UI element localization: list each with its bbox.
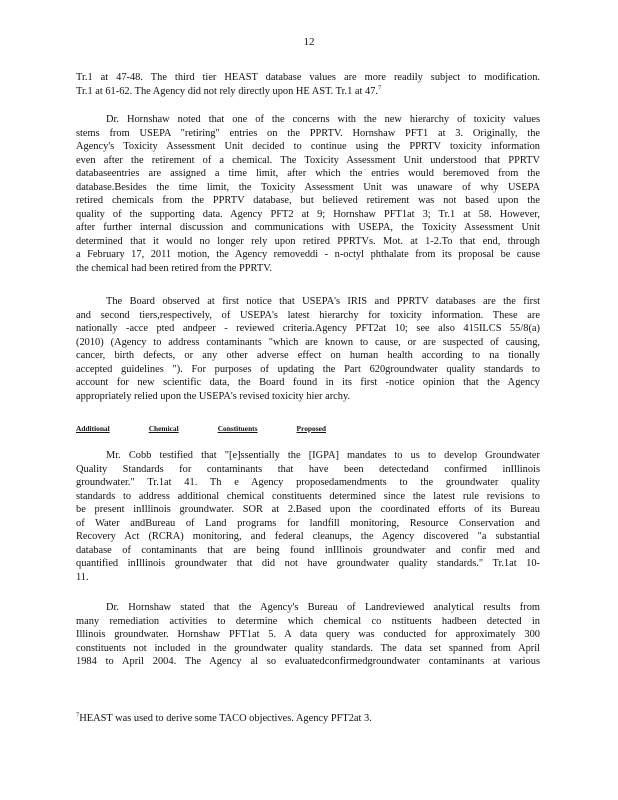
text-line: a February 17, 2011 motion, the Agency removeddi - n-octyl phthalate from its proposal be cause — [76, 249, 540, 260]
text-line: constituents not included in the groundwater quality standards. The data set spanned from April — [76, 642, 540, 654]
text-line: Mr. Cobb testified that "[e]ssentially the [IGPA] mandates to us to develop Groundwater — [106, 450, 540, 461]
text-line: The Board observed at first notice that USEPA's IRIS and PPRTV databases are the first — [106, 296, 540, 307]
paragraph-continuation — [76, 71, 540, 98]
text-line: and second tiers,respectively, of USEPA's latest hierarchy for toxicity information. These are — [76, 309, 540, 321]
text-line: Dr. Hornshaw noted that one of the concerns with the new hierarchy of toxicity values — [106, 114, 540, 125]
text-line: Quality Standards for contaminants that have been detectedand confirmed inIllinois — [76, 463, 540, 475]
text-line: database.Besides the time limit, the Toxicity Assessment Unit was unaware of why USEPA — [76, 181, 540, 193]
text-line: appropriately relied upon the USEPA's revised toxicity hier archy. — [76, 390, 351, 402]
text-line: cancer, birth defects, or any other adverse effect on human health according to na tionally — [76, 350, 540, 361]
text-line: Agency's Toxicity Assessment Unit decided to continue using the PPRTV toxicity information — [76, 141, 540, 152]
heading-word: Additional — [76, 424, 110, 433]
footnote-text: HEAST was used to derive some TACO objectives. Agency PFT2at 3. — [79, 713, 372, 724]
text-line: retired chemicals from the PPRTV database, but believed retirement was not based upon the — [76, 195, 540, 206]
text-line: Recovery Act (RCRA) monitoring, and federal cleanups, the Agency discovered "a substantial — [76, 531, 540, 542]
text-line: many remediation activities to determine which chemical co nstituents hadbeen detected in — [76, 615, 540, 627]
text-line — [76, 85, 540, 99]
text-line: Dr. Hornshaw stated that the Agency's Bureau of Landreviewed analytical results from — [106, 602, 540, 613]
text-line: database of contaminants that are being found inIllinois groundwater and confir med and — [76, 544, 540, 556]
text-line: determined that it would no longer rely upon retired PPRTVs. Mot. at 1-2.To that end, through — [76, 235, 540, 247]
page-number: 12 — [303, 36, 315, 48]
paragraph-hornshaw-pprtv — [76, 113, 540, 275]
text-line: stems from USEPA "retiring" entries on the PPRTV. Hornshaw PFT1 at 3. Originally, the — [76, 127, 540, 139]
text-line: Tr.1 at 47-48. The third tier HEAST database values are more readily subject to modification. — [76, 72, 540, 83]
heading-word: Constituents — [217, 424, 258, 433]
footnote-ref: 7 — [378, 84, 382, 92]
text-line: nationally -acce pted andpeer - reviewed criteria.Agency PFT2at 10; see also 415ILCS 55/8(a) — [76, 323, 540, 334]
text-line: accepted guidelines "). For purposes of updating the Part 620groundwater quality standards to — [76, 363, 540, 375]
text-line: be present inIllinois groundwater. SOR at 2.Based upon the coordinated efforts of its Bureau — [76, 504, 540, 515]
paragraph-cobb-testified — [76, 449, 540, 584]
text-line: Illinois groundwater. Hornshaw PFT1at 5. A data query was conducted for approximately 300 — [76, 629, 540, 640]
footnote — [76, 712, 396, 726]
text-line: groundwater." Tr.1at 41. Th e Agency proposedamendments to the groundwater quality — [76, 477, 540, 488]
text-line: databaseentries are assigned a time limit, after which the entries would beremoved from the — [76, 168, 540, 179]
text-line: 11. — [76, 571, 89, 583]
text-line: even after the retirement of a chemical. The Toxicity Assessment Unit understood that PPRTV — [76, 154, 540, 166]
text-line-content: Tr.1 at 61-62. The Agency did not rely directly upon HE AST. Tr.1 at 47. — [76, 85, 378, 97]
text-line: quality of the supporting data. Agency PFT2 at 9; Hornshaw PFT1at 3; Tr.1 at 58. However, — [76, 208, 540, 220]
text-line: the chemical had been retired from the PPRTV. — [76, 262, 272, 274]
text-line: account for new scientific data, the Board found in its first -notice opinion that the Agency — [76, 377, 540, 388]
section-heading — [76, 422, 326, 436]
text-line: of Water andBureau of Land programs for landfill monitoring, Resource Conservation and — [76, 517, 540, 529]
text-line: 1984 to April 2004. The Agency al so evaluatedconfirmedgroundwater contaminants at various — [76, 656, 540, 667]
heading-word: Proposed — [296, 424, 326, 433]
text-line: quantified inIllinois groundwater that did not have groundwater quality standards." Tr.1at 10- — [76, 558, 540, 569]
footnote-marker: 7 — [76, 711, 80, 719]
text-line: (2010) (Agency to address contaminants "which are known to cause, or are suspected of causing, — [76, 336, 540, 348]
paragraph-board-observed — [76, 295, 540, 403]
paragraph-hornshaw-bureau — [76, 601, 540, 669]
heading-word: Chemical — [148, 424, 179, 433]
text-line: standards to address additional chemical constituents determined since the latest rule revisions to — [76, 490, 540, 502]
text-line: after further internal discussion and communications with USEPA, the Toxicity Assessment Unit — [76, 222, 540, 233]
